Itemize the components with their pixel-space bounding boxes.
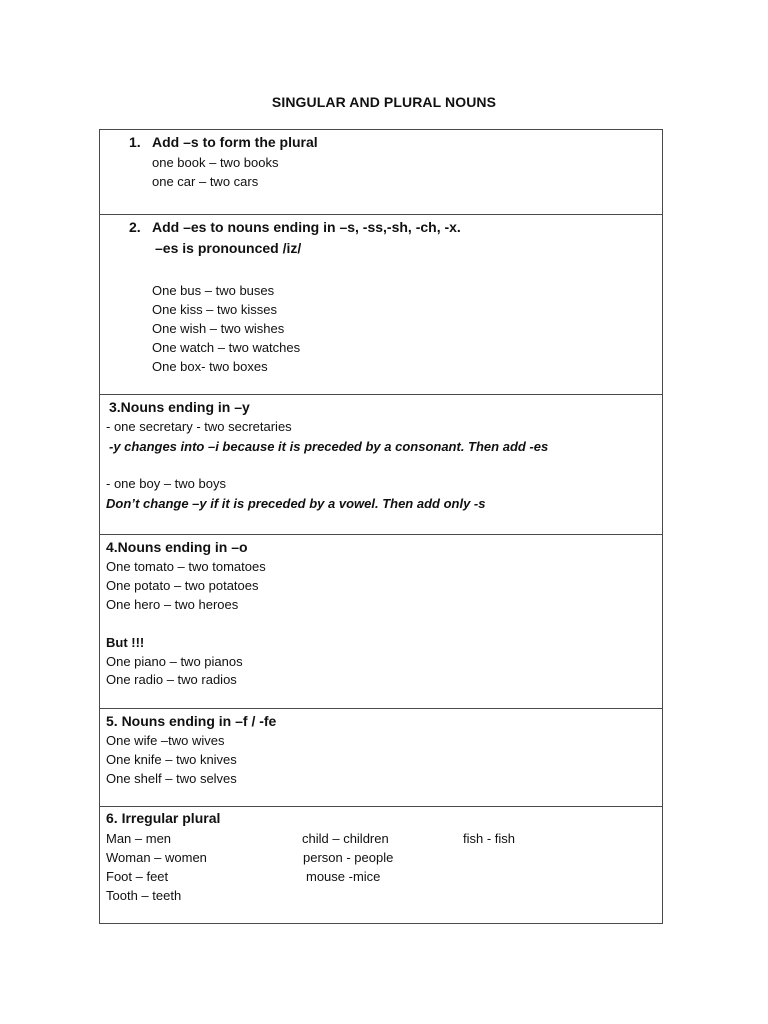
section-nouns-o [100, 534, 662, 708]
section-5-example: One knife – two knives [106, 752, 237, 767]
section-6-heading: 6. Irregular plural [106, 810, 221, 826]
section-2-example: One box- two boxes [152, 359, 268, 374]
section-3-heading: 3.Nouns ending in –y [109, 399, 250, 415]
section-4-exception: One piano – two pianos [106, 654, 243, 669]
irregular-pair: child – children [302, 831, 389, 846]
section-3-rule: -y changes into –i because it is preceded by a consonant. Then add -es [109, 439, 549, 454]
section-4-heading: 4.Nouns ending in –o [106, 539, 248, 555]
section-1-number: 1. [129, 134, 141, 150]
section-irregular [100, 806, 662, 923]
section-5-example: One wife –two wives [106, 733, 225, 748]
section-2-heading: Add –es to nouns ending in –s, -ss,-sh, -ch, -x. [152, 219, 461, 235]
section-1-example: one car – two cars [152, 174, 259, 189]
sections-table [99, 129, 663, 924]
section-3-example: - one boy – two boys [106, 476, 226, 491]
section-2-example: One watch – two watches [152, 340, 301, 355]
irregular-pair: person - people [303, 850, 394, 865]
page-title: SINGULAR AND PLURAL NOUNS [271, 94, 497, 110]
section-4-example: One hero – two heroes [106, 597, 239, 612]
section-2-number: 2. [129, 219, 141, 235]
section-5-heading: 5. Nouns ending in –f / -fe [106, 713, 277, 729]
section-add-es [100, 214, 662, 394]
section-4-exception-label: But !!! [106, 635, 145, 650]
section-3-rule: Don’t change –y if it is preceded by a vowel. Then add only -s [106, 496, 486, 511]
irregular-pair: Foot – feet [106, 869, 169, 884]
section-nouns-y [100, 394, 662, 534]
section-4-exception: One radio – two radios [106, 672, 237, 687]
section-nouns-f [100, 708, 662, 806]
section-1-heading: Add –s to form the plural [152, 134, 318, 150]
section-3-example: - one secretary - two secretaries [106, 419, 292, 434]
section-2-example: One wish – two wishes [152, 321, 285, 336]
irregular-pair: Woman – women [106, 850, 207, 865]
section-2-example: One kiss – two kisses [152, 302, 277, 317]
section-2-example: One bus – two buses [152, 283, 275, 298]
section-add-s [100, 130, 662, 214]
section-4-example: One potato – two potatoes [106, 578, 259, 593]
section-2-subheading: –es is pronounced /iz/ [155, 240, 302, 256]
section-4-example: One tomato – two tomatoes [106, 559, 266, 574]
section-5-example: One shelf – two selves [106, 771, 237, 786]
section-1-example: one book – two books [152, 155, 279, 170]
irregular-pair: Tooth – teeth [106, 888, 182, 903]
irregular-pair: mouse -mice [306, 869, 381, 884]
irregular-pair: Man – men [106, 831, 172, 846]
irregular-pair: fish - fish [463, 831, 516, 846]
